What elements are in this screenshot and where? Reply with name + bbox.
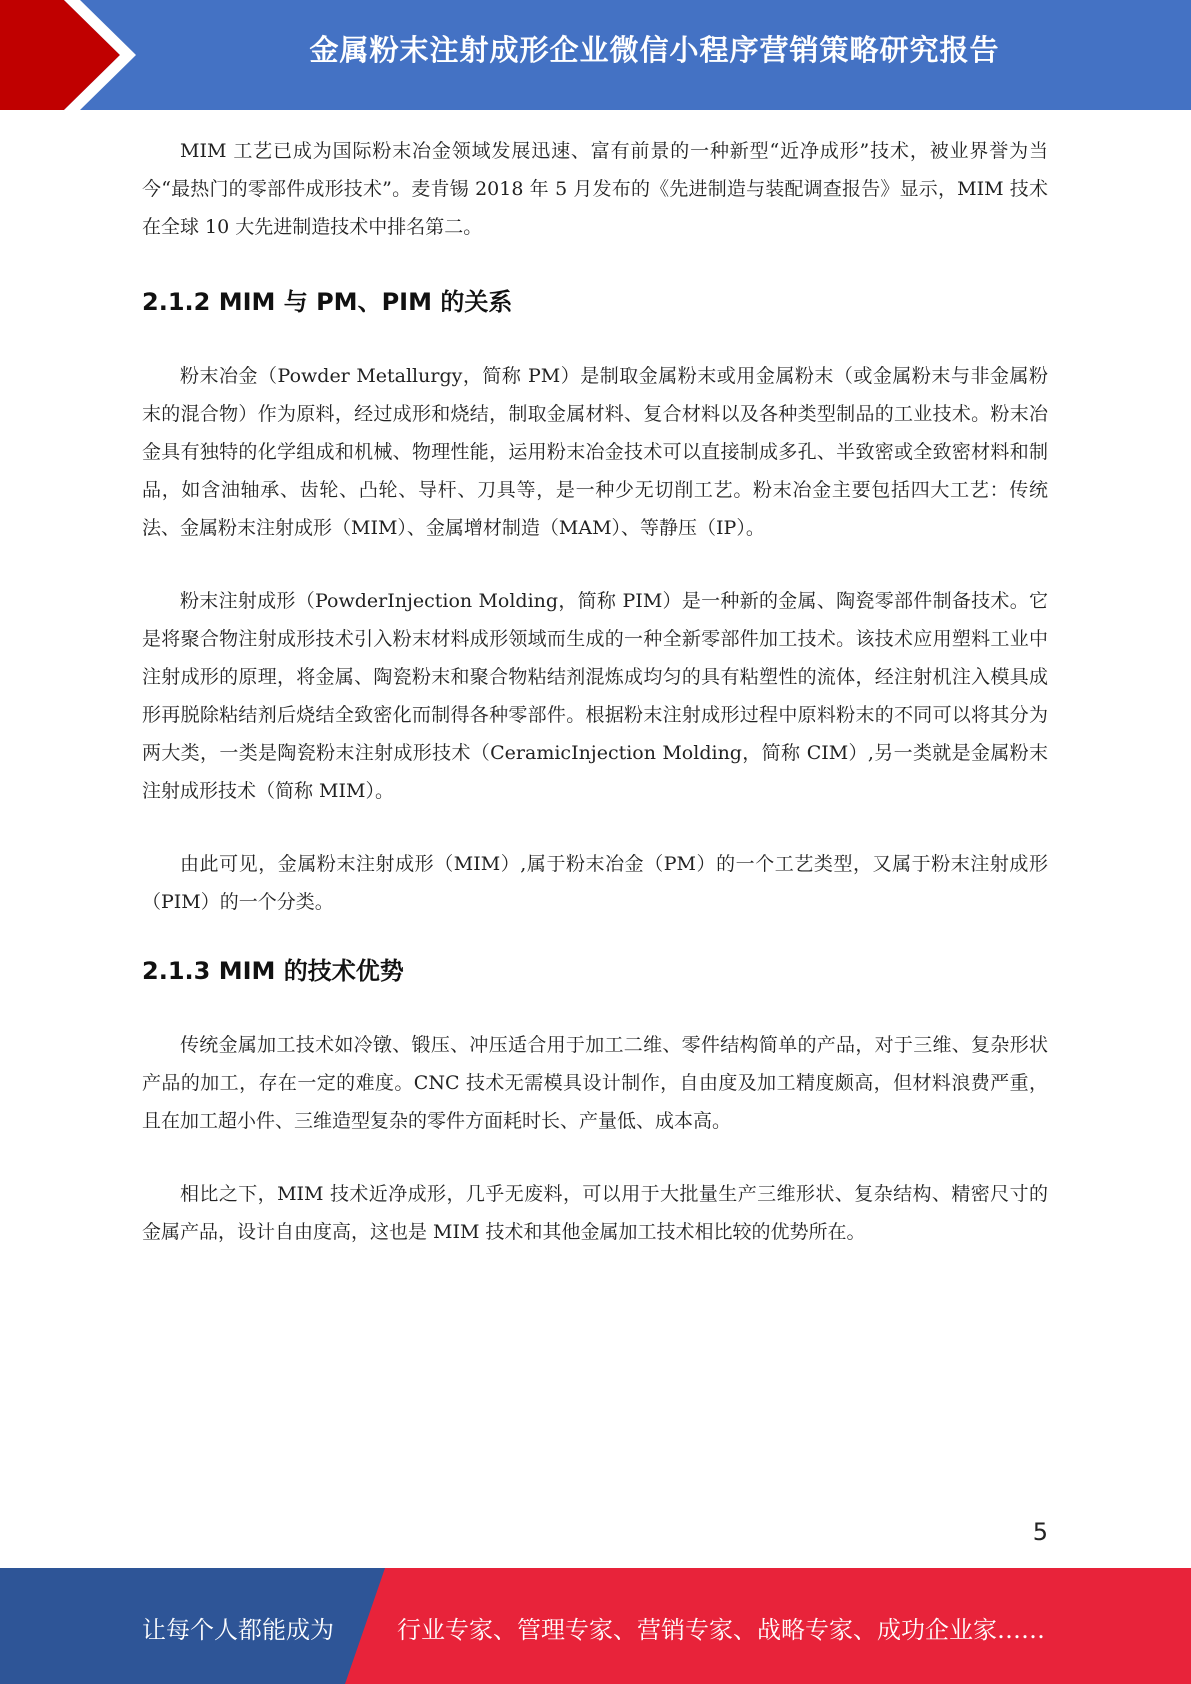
- page-header: [0, 0, 1191, 110]
- page-footer: [0, 1568, 1191, 1684]
- section-heading-2-1-2: 2.1.2 MIM 与 PM、PIM 的关系: [142, 288, 513, 316]
- paragraph-pm: 粉末冶金（Powder Metallurgy，简称 PM）是制取金属粉末或用金属粉末（或金属粉末与非金属粉末的混合物）作为原料，经过成形和烧结，制取金属材料、复合材料以及各种类型制品的工业技术。粉末冶金具有独特的化学组成和机械、物理性能，运用粉末冶金技术可以直接制成多孔、半致密或全致密材料和制品，如含油轴承、齿轮、凸轮、导杆、刀具等，是一种少无切削工艺。粉末冶金主要包括四大工艺：传统法、金属粉末注射成形（MIM）、金属增材制造（MAM）、等静压（IP）。: [142, 365, 1048, 539]
- page-content: [142, 132, 1048, 1251]
- page-number: 5: [1032, 1518, 1048, 1546]
- footer-slogan-right: 行业专家、管理专家、营销专家、战略专家、成功企业家……: [397, 1616, 1045, 1644]
- header-arrow-decoration: [0, 0, 170, 110]
- paragraph-conclusion: 由此可见，金属粉末注射成形（MIM）,属于粉末冶金（PM）的一个工艺类型，又属于粉末注射成形（PIM）的一个分类。: [142, 853, 1048, 913]
- section-heading-2-1-3: 2.1.3 MIM 的技术优势: [142, 957, 404, 985]
- intro-paragraph: MIM 工艺已成为国际粉末冶金领域发展迅速、富有前景的一种新型“近净成形”技术，被业界誉为当今“最热门的零部件成形技术”。麦肯锡 2018 年 5 月发布的《先进制造与装配调查报告》显示，MIM 技术在全球 10 大先进制造技术中排名第二。: [142, 140, 1048, 238]
- footer-slogan-left: 让每个人都能成为: [142, 1616, 334, 1644]
- document-title: 金属粉末注射成形企业微信小程序营销策略研究报告: [309, 33, 1000, 67]
- paragraph-traditional-methods: 传统金属加工技术如冷镦、锻压、冲压适合用于加工二维、零件结构简单的产品，对于三维、复杂形状产品的加工，存在一定的难度。CNC 技术无需模具设计制作，自由度及加工精度颇高，但材料浪费严重，且在加工超小件、三维造型复杂的零件方面耗时长、产量低、成本高。: [142, 1034, 1048, 1132]
- paragraph-mim-advantage: 相比之下，MIM 技术近净成形，几乎无废料，可以用于大批量生产三维形状、复杂结构、精密尺寸的金属产品，设计自由度高，这也是 MIM 技术和其他金属加工技术相比较的优势所在。: [142, 1183, 1048, 1243]
- paragraph-pim: 粉末注射成形（PowderInjection Molding，简称 PIM）是一种新的金属、陶瓷零部件制备技术。它是将聚合物注射成形技术引入粉末材料成形领域而生成的一种全新零部件加工技术。该技术应用塑料工业中注射成形的原理，将金属、陶瓷粉末和聚合物粘结剂混炼成均匀的具有粘塑性的流体，经注射机注入模具成形再脱除粘结剂后烧结全致密化而制得各种零部件。根据粉末注射成形过程中原料粉末的不同可以将其分为两大类，一类是陶瓷粉末注射成形技术（CeramicInjection Molding，简称 CIM）,另一类就是金属粉末注射成形技术（简称 MIM）。: [142, 590, 1048, 802]
